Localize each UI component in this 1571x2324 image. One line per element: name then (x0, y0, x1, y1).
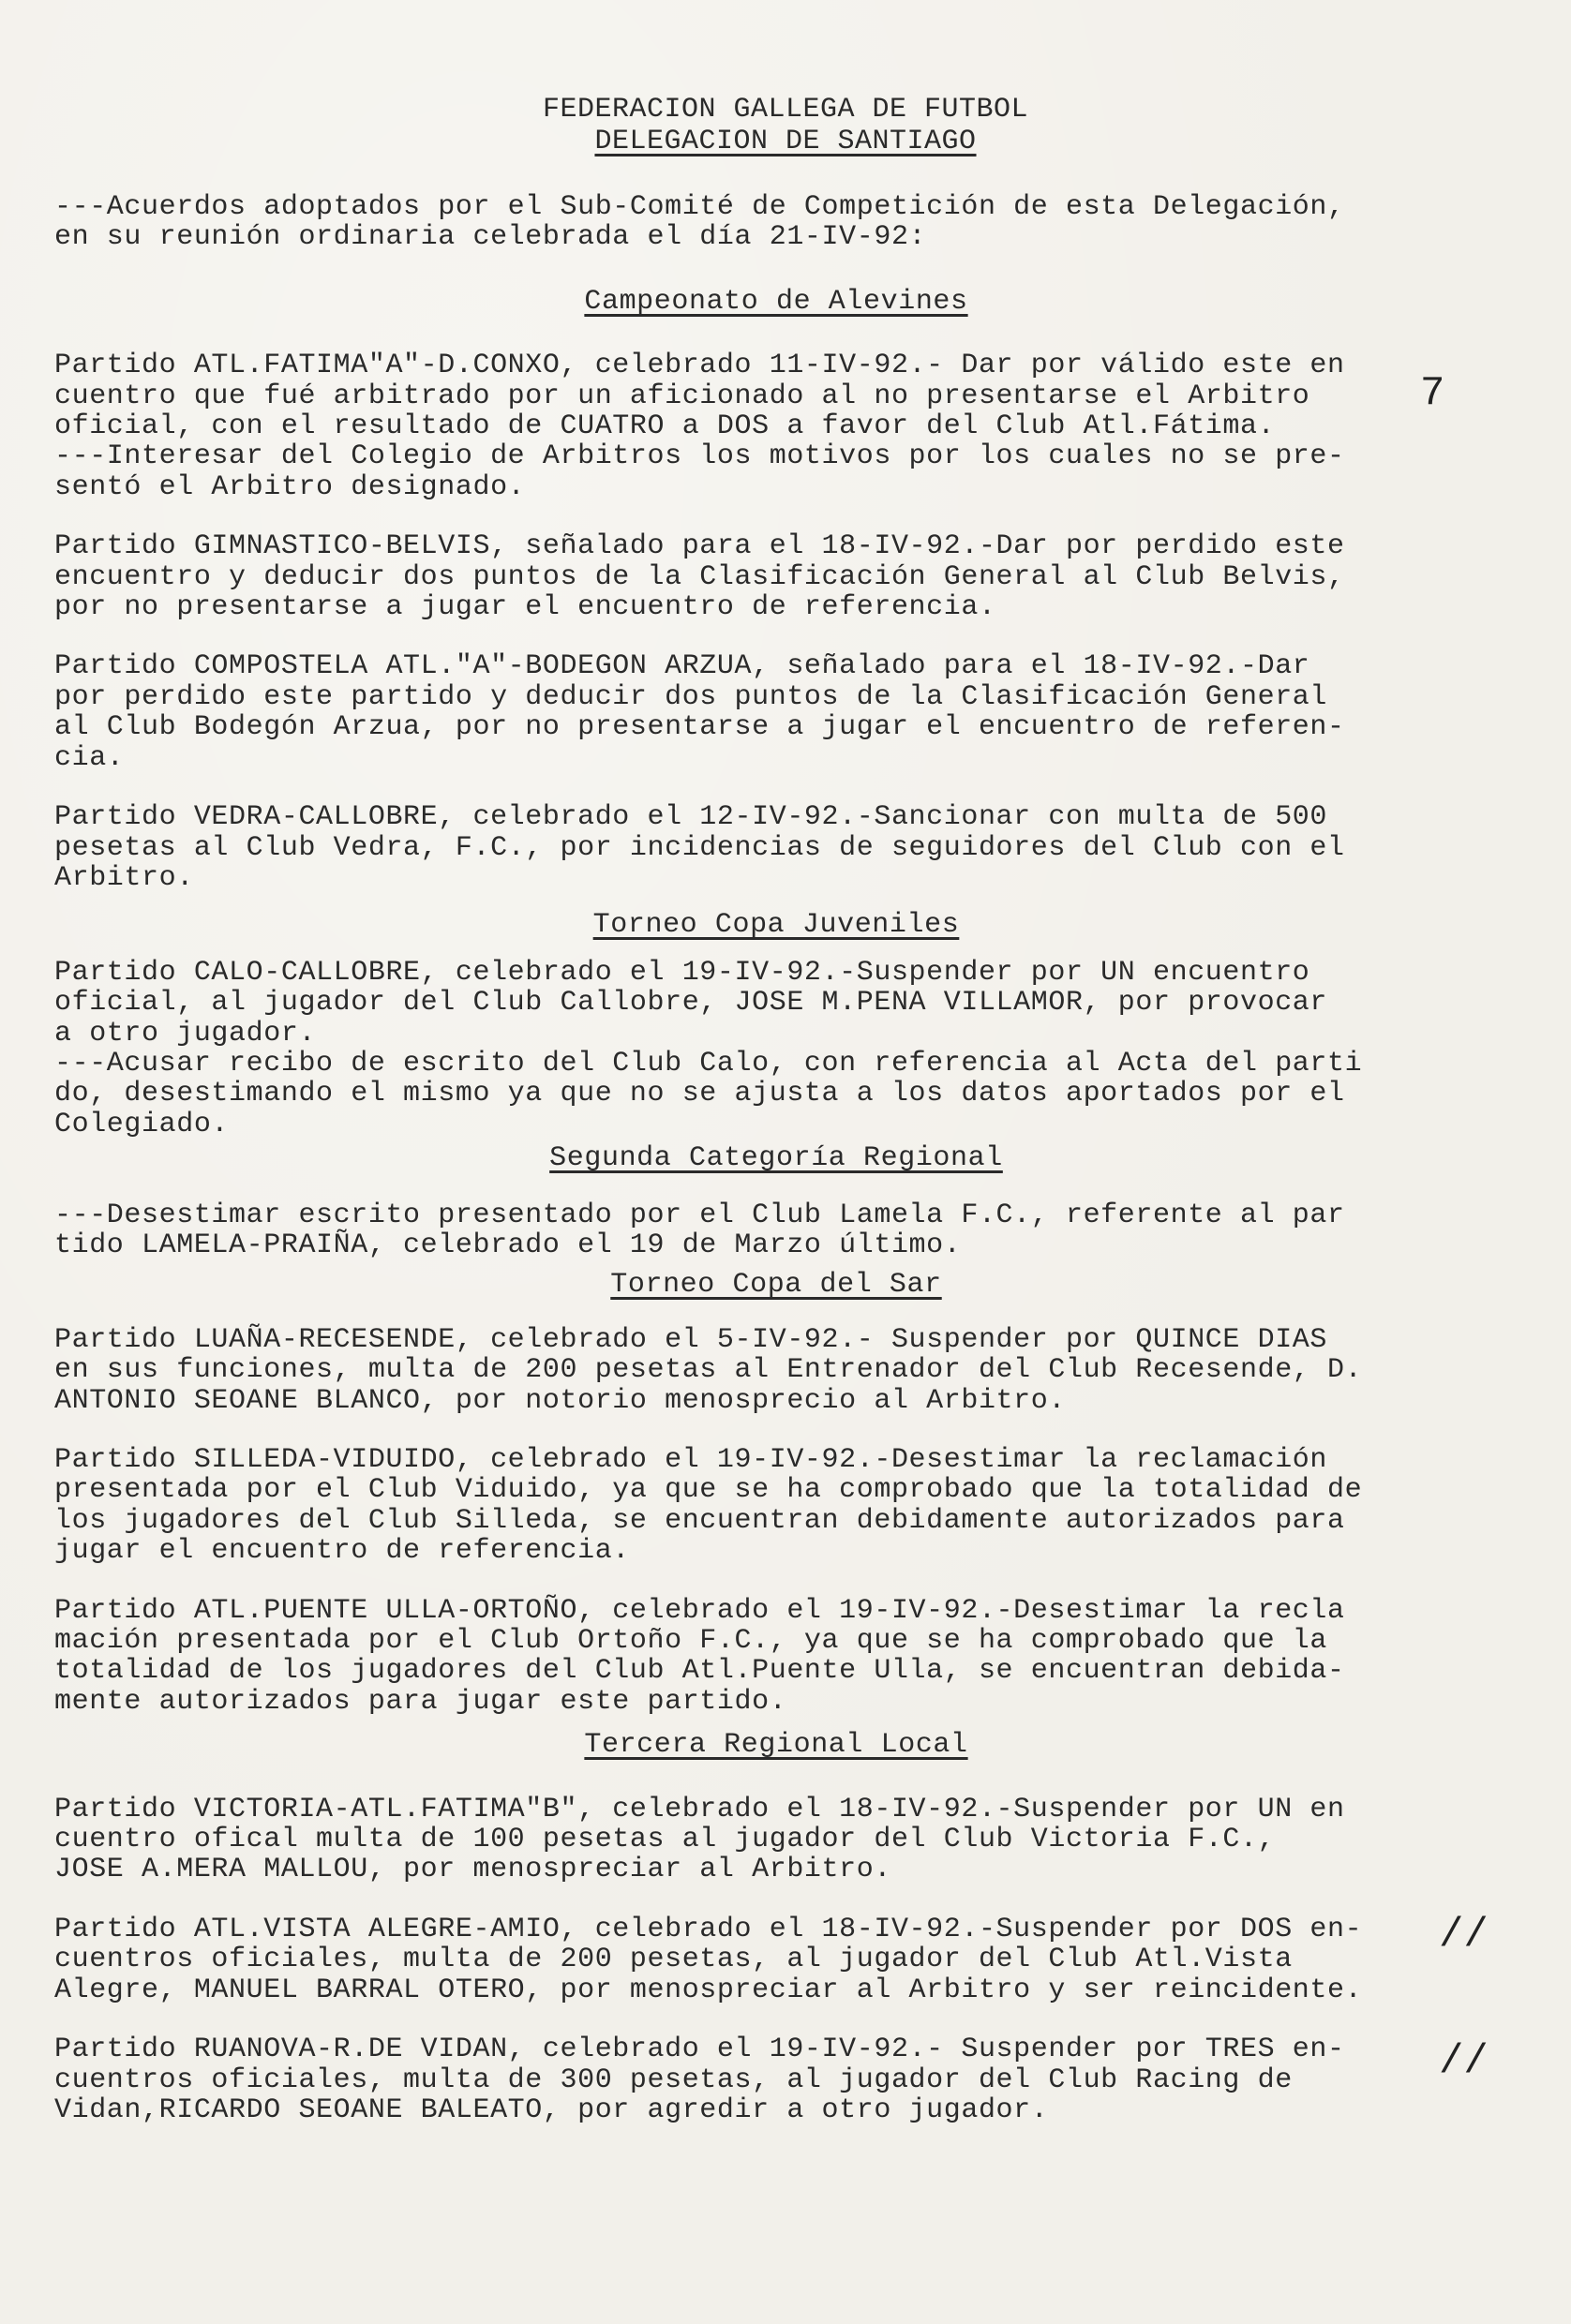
paragraph-vista-alegre-amio: Partido ATL.VISTA ALEGRE-AMIO, celebrado el 18-IV-92.-Suspender por DOS en- cuentros oficiales, multa de 200 pesetas, al jugador del Club Atl.Vista Alegre, MANUEL BARRAL OTERO, por menospreciar al Arbitro y ser reincidente. (54, 1913, 1363, 2006)
margin-mark-slashes-2: // (1439, 2038, 1489, 2085)
paragraph-silleda-viduido: Partido SILLEDA-VIDUIDO, celebrado el 19-IV-92.-Desestimar la reclamación presentada por el Club Viduido, ya que se ha comprobado que la totalidad de los jugadores del Club Silleda, se encuentran debidamente autorizados para jugar el encuentro de referencia. (54, 1444, 1363, 1568)
section-title-segunda-categoria: Segunda Categoría Regional (549, 1142, 1003, 1175)
document-header (0, 94, 1571, 157)
paragraph-lamela-praina: ---Desestimar escrito presentado por el Club Lamela F.C., referente al par tido LAMELA-PRAIÑA, celebrado el 19 de Marzo último. (54, 1199, 1345, 1261)
paragraph-luana-recesende: Partido LUAÑA-RECESENDE, celebrado el 5-IV-92.- Suspender por QUINCE DIAS en sus funciones, multa de 200 pesetas al Entrenador del Club Recesende, D. ANTONIO SEOANE BLANCO, por notorio menosprecio al Arbitro. (54, 1323, 1363, 1417)
section-title-copa-juveniles: Torneo Copa Juveniles (592, 909, 960, 942)
intro-paragraph: ---Acuerdos adoptados por el Sub-Comité de Competición de esta Delegación, en su reunión ordinaria celebrada el día 21-IV-92: (54, 191, 1345, 254)
paragraph-gimnastico-belvis: Partido GIMNASTICO-BELVIS, señalado para el 18-IV-92.-Dar por perdido este encuentro y deducir dos puntos de la Clasificación General al Club Belvis, por no presentarse a jugar el encuentro de referencia. (54, 530, 1345, 624)
section-title-copa-del-sar: Torneo Copa del Sar (610, 1269, 942, 1302)
section-title-tercera-regional: Tercera Regional Local (584, 1729, 968, 1762)
federation-title: FEDERACION GALLEGA DE FUTBOL (542, 94, 1029, 126)
paragraph-calo-callobre: Partido CALO-CALLOBRE, celebrado el 19-IV-92.-Suspender por UN encuentro oficial, al jugador del Club Callobre, JOSE M.PENA VILLAMOR, por provocar a otro jugador. ---Acusar recibo de escrito del Club Calo, con referencia al Acta del parti do, desestimando el mismo ya que no se ajusta a los datos aportados por el Colegiado. (54, 956, 1363, 1140)
paragraph-ruanova-vidan: Partido RUANOVA-R.DE VIDAN, celebrado el 19-IV-92.- Suspender por TRES en- cuentros oficiales, multa de 300 pesetas, al jugador del Club Racing de Vidan,RICARDO SEOANE BALEATO, por agredir a otro jugador. (54, 2034, 1345, 2126)
margin-mark-slashes-1: // (1439, 1912, 1489, 1959)
paragraph-victoria-fatima: Partido VICTORIA-ATL.FATIMA"B", celebrado el 18-IV-92.-Suspender por UN en cuentro ofical multa de 100 pesetas al jugador del Club Victoria F.C., JOSE A.MERA MALLOU, por menospreciar al Arbitro. (54, 1793, 1345, 1886)
paragraph-puente-ulla-ortono: Partido ATL.PUENTE ULLA-ORTOÑO, celebrado el 19-IV-92.-Desestimar la recla mación presentada por el Club Ortoño F.C., ya que se ha comprobado que la totalidad de los jugadores del Club Atl.Puente Ulla, se encuentran debida- mente autorizados para jugar este partido. (54, 1594, 1345, 1718)
margin-mark-7: 7 (1420, 370, 1445, 417)
paragraph-compostela-bodegon: Partido COMPOSTELA ATL."A"-BODEGON ARZUA, señalado para el 18-IV-92.-Dar por perdido este partido y deducir dos puntos de la Clasificación General al Club Bodegón Arzua, por no presentarse a jugar el encuentro de referen- cia. (54, 650, 1345, 774)
paragraph-fatima-conxo: Partido ATL.FATIMA"A"-D.CONXO, celebrado 11-IV-92.- Dar por válido este en cuentro que fué arbitrado por un aficionado al no presentarse el Arbitro oficial, con el resultado de CUATRO a DOS a favor del Club Atl.Fátima. ---Interesar del Colegio de Arbitros los motivos por los cuales no se pre- sentó el Arbitro designado. (54, 350, 1345, 503)
paragraph-vedra-callobre: Partido VEDRA-CALLOBRE, celebrado el 12-IV-92.-Sancionar con multa de 500 pesetas al Club Vedra, F.C., por incidencias de seguidores del Club con el Arbitro. (54, 801, 1345, 894)
document-body (54, 192, 1498, 2154)
section-title-alevines: Campeonato de Alevines (584, 285, 968, 318)
delegation-title: DELEGACION DE SANTIAGO (594, 126, 977, 157)
